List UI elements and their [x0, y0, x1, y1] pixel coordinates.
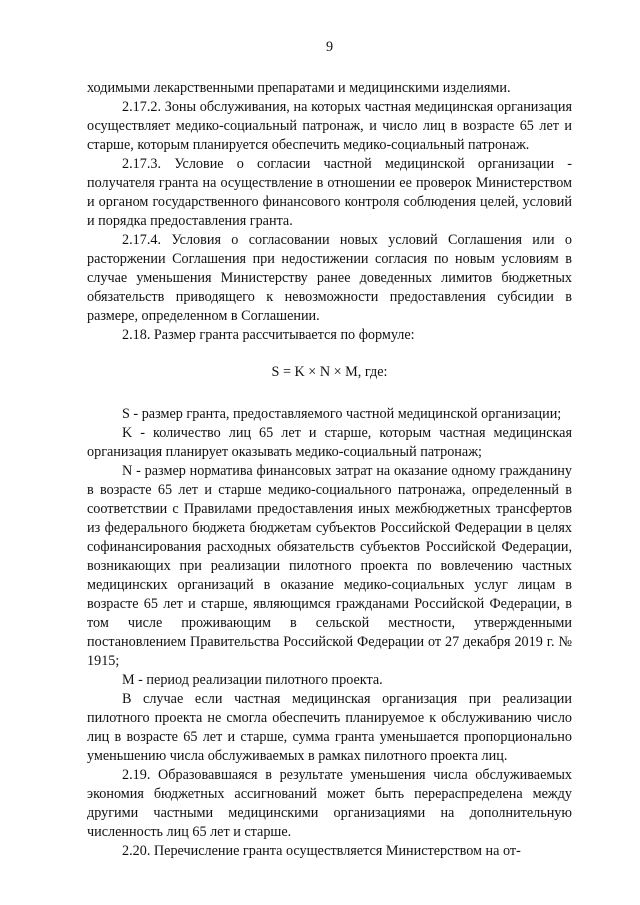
- definition-s: S - размер гранта, предоставляемого частной медицинской организации;: [122, 406, 562, 422]
- definition-k: K - количество лиц 65 лет и старше, которым частная медицинская организация планирует оказывать медико-социальный патронаж;: [87, 425, 572, 460]
- grant-formula: S = K × N × M, где:: [271, 364, 388, 380]
- definition-m: M - период реализации пилотного проекта.: [122, 672, 383, 688]
- paragraph-2-17-3: 2.17.3. Условие о согласии частной медицинской организации - получателя гранта на осуществление в отношении ее проверок Министерством и органом государственного финансового контроля соблюдения целей, условий и порядка предоставления гранта.: [87, 156, 572, 229]
- paragraph-continuation: ходимыми лекарственными препаратами и медицинскими изделиями.: [87, 80, 511, 96]
- paragraph-2-17-4: 2.17.4. Условия о согласовании новых условий Соглашения или о расторжении Соглашения при недостижении согласия по новым условиям в случае уменьшения Министерству ранее доведенных лимитов бюджетных обязательств приводящего к невозможности предоставления субсидии в размере, определенном в Соглашении.: [87, 232, 572, 324]
- document-page: [87, 38, 572, 861]
- paragraph-2-19: 2.19. Образовавшаяся в результате уменьшения числа обслуживаемых экономия бюджетных ассигнований может быть перераспределена между другими частными медицинскими организациями на дополнительную численность лиц 65 лет и старше.: [87, 767, 572, 840]
- paragraph-reduction-case: В случае если частная медицинская организация при реализации пилотного проекта не смогла обеспечить планируемое к обслуживанию число лиц в возрасте 65 лет и старше, сумма гранта уменьшается пропорционально уменьшению числа обслуживаемых в рамках пилотного проекта лиц.: [87, 691, 572, 764]
- paragraph-2-18: 2.18. Размер гранта рассчитывается по формуле:: [122, 327, 415, 343]
- definition-n: N - размер норматива финансовых затрат на оказание одному гражданину в возрасте 65 лет и старше медико-социального патронажа, определенный в соответствии с Правилами предоставления иных межбюджетных трансфертов из федерального бюджета бюджетам субъектов Российской Федерации в целях софинансирования расходных обязательств субъектов Российской Федерации, возникающих при реализации пилотного проекта по вовлечению частных медицинских организаций в оказание медико-социальных услуг лицам в возрасте 65 лет и старше, являющимся гражданами Российской Федерации, в том числе проживающим в сельской местности, утвержденными постановлением Правительства Российской Федерации от 27 декабря 2019 г. № 1915;: [87, 463, 572, 669]
- paragraph-2-17-2: 2.17.2. Зоны обслуживания, на которых частная медицинская организация осуществляет медико-социальный патронаж, и число лиц в возрасте 65 лет и старше, которым планируется обеспечить медико-социальный патронаж.: [87, 99, 572, 153]
- page-number: 9: [325, 39, 334, 55]
- paragraph-2-20: 2.20. Перечисление гранта осуществляется Министерством на от-: [122, 843, 521, 859]
